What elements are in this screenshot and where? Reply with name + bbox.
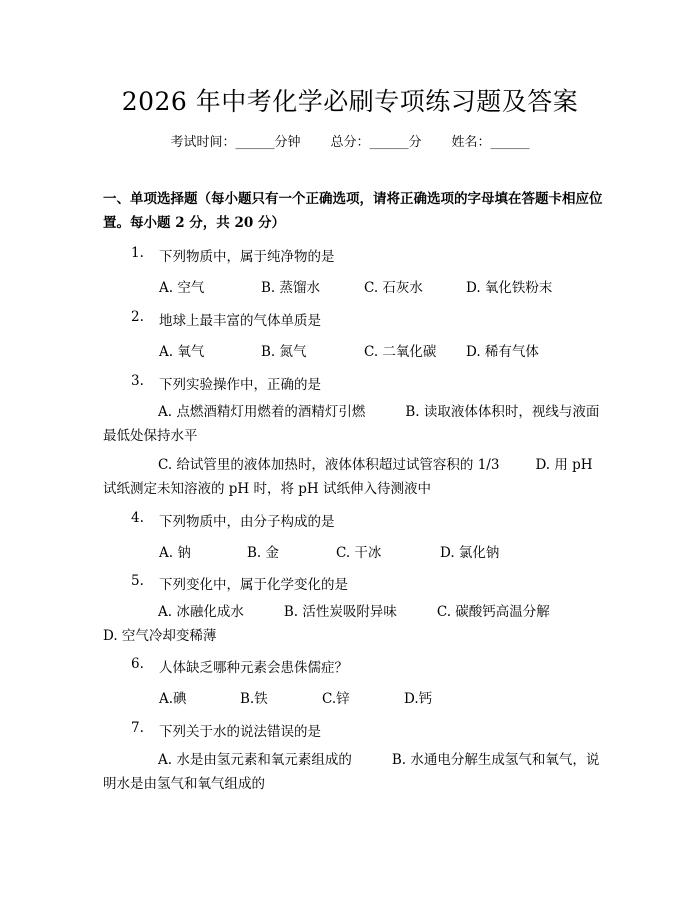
- exam-time: 考试时间：______分钟: [170, 135, 301, 150]
- option-a: A. 钠: [159, 545, 191, 561]
- question-number: 2.: [131, 309, 144, 325]
- question-3-options-cd: [103, 453, 603, 501]
- option-c: C. 给试管里的液体加热时，液体体积超过试管容积的 1/3: [158, 457, 500, 473]
- option-b: B. 金: [247, 545, 280, 561]
- question-7-options: [103, 748, 603, 796]
- option-b: B. 水通电分解生成氢气和氧气，说明水是由氢气和氧气组成的: [103, 752, 600, 792]
- section-heading: 一、单项选择题（每小题只有一个正确选项，请将正确选项的字母填在答题卡相应位置。每小题 2 分，共 20 分）: [103, 191, 603, 231]
- option-d: D. 氧化铁粉末: [466, 280, 553, 296]
- option-b: B. 活性炭吸附异味: [283, 604, 397, 620]
- option-a: A. 空气: [159, 280, 205, 296]
- question-stem: 下列物质中，由分子构成的是: [159, 514, 335, 530]
- option-c: C. 石灰水: [364, 280, 423, 296]
- option-a: A. 水是由氢元素和氧元素组成的: [158, 752, 352, 768]
- option-d: D. 稀有气体: [466, 344, 539, 360]
- option-b: B. 氮气: [261, 344, 307, 360]
- document-title: 2026 年中考化学必刷专项练习题及答案: [121, 87, 579, 116]
- question-stem: 下列关于水的说法错误的是: [159, 724, 321, 740]
- question-stem: 地球上最丰富的气体单质是: [159, 313, 321, 329]
- option-c: C.锌: [322, 691, 350, 707]
- question-stem: 下列变化中，属于化学变化的是: [159, 577, 348, 593]
- question-number: 4.: [131, 510, 144, 526]
- option-c: C. 干冰: [336, 545, 382, 561]
- question-number: 5.: [131, 573, 144, 589]
- option-b: B.铁: [240, 691, 268, 707]
- student-name: 姓名：______: [451, 135, 530, 150]
- option-c: C. 碳酸钙高温分解: [436, 604, 550, 620]
- question-stem: 下列物质中，属于纯净物的是: [159, 249, 335, 265]
- question-3-options-ab: [103, 400, 603, 448]
- exam-meta: [0, 131, 700, 150]
- question-5-options: [103, 600, 603, 648]
- option-a: A.碘: [159, 691, 187, 707]
- option-a: A. 冰融化成水: [158, 604, 244, 620]
- exam-score: 总分：______分: [330, 135, 422, 150]
- option-a: A. 氧气: [159, 344, 205, 360]
- question-number: 3.: [131, 373, 144, 389]
- option-a: A. 点燃酒精灯用燃着的酒精灯引燃: [158, 404, 366, 420]
- question-number: 6.: [131, 656, 144, 672]
- option-d: D. 空气冷却变稀薄: [103, 628, 217, 644]
- option-d: D. 氯化钠: [440, 545, 500, 561]
- option-d: D. 用 pH 试纸测定未知溶液的 pH 时，将 pH 试纸伸入待测液中: [103, 457, 593, 497]
- question-number: 7.: [131, 720, 144, 736]
- question-stem: 人体缺乏哪种元素会患侏儒症？: [159, 660, 348, 676]
- question-number: 1.: [131, 245, 144, 261]
- question-stem: 下列实验操作中，正确的是: [159, 377, 321, 393]
- option-c: C. 二氧化碳: [364, 344, 437, 360]
- option-d: D.钙: [404, 691, 433, 707]
- option-b: B. 读取液体体积时，视线与液面最低处保持水平: [103, 404, 600, 444]
- option-b: B. 蒸馏水: [261, 280, 321, 296]
